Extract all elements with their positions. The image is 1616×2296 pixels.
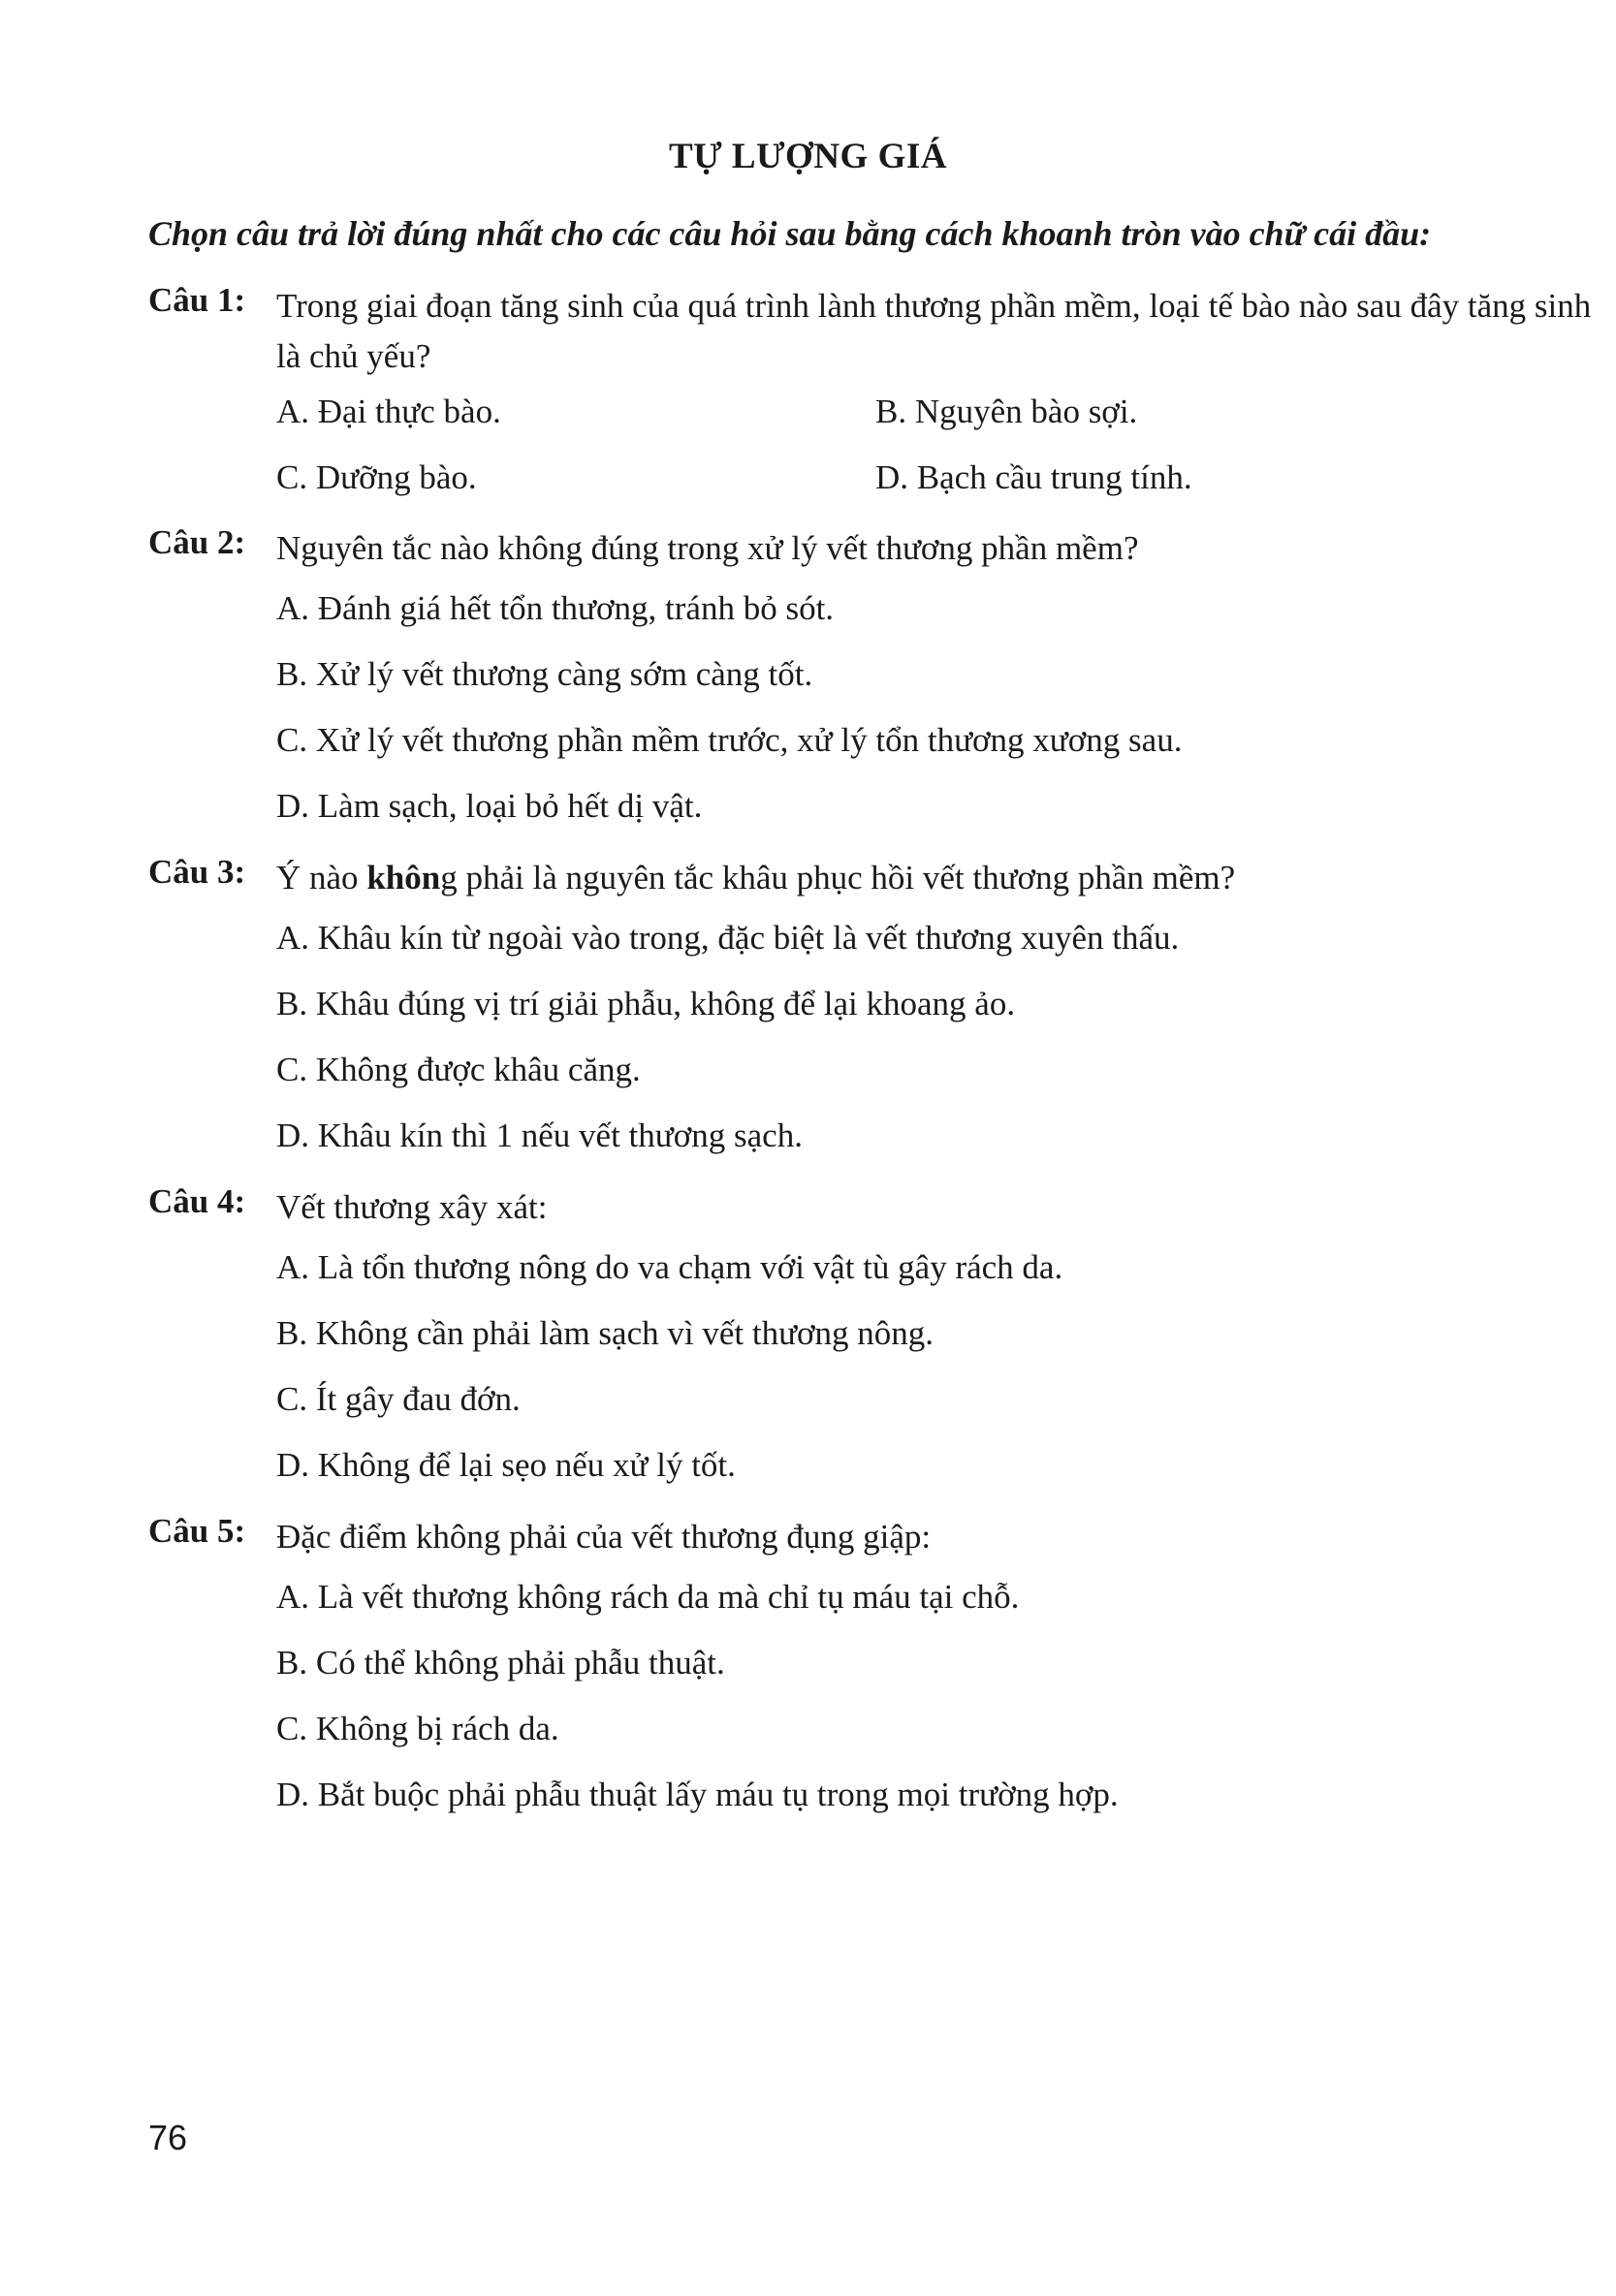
page-number: 76: [148, 2118, 188, 2157]
question-label: Câu 1:: [148, 281, 246, 319]
option-c: C. Dưỡng bào.: [276, 458, 477, 496]
question-text-end: g phải là nguyên tắc khâu phục hồi vết thương phần mềm?: [440, 859, 1236, 896]
option-b: B. Khâu đúng vị trí giải phẫu, không để lại khoang ảo.: [276, 985, 1016, 1022]
question-label: Câu 5:: [148, 1512, 246, 1550]
option-c: C. Ít gây đau đớn.: [276, 1380, 521, 1418]
question-label: Câu 2:: [148, 523, 246, 561]
question-label: Câu 4:: [148, 1182, 246, 1220]
question-text: Vết thương xây xát:: [276, 1188, 548, 1226]
question-text: Nguyên tắc nào không đúng trong xử lý vết thương phần mềm?: [276, 529, 1139, 567]
option-b: B. Xử lý vết thương càng sớm càng tốt.: [276, 655, 813, 693]
question-text: Đặc điểm không phải của vết thương đụng giập:: [276, 1518, 932, 1556]
option-b: B. Có thể không phải phẫu thuật.: [276, 1644, 725, 1682]
option-a: A. Là tổn thương nông do va chạm với vật tù gây rách da.: [276, 1248, 1063, 1286]
instruction-text: Chọn câu trả lời đúng nhất cho các câu hỏi sau bằng cách khoanh tròn vào chữ cái đầu:: [148, 214, 1432, 253]
option-d: D. Khâu kín thì 1 nếu vết thương sạch.: [276, 1117, 803, 1154]
option-b: B. Nguyên bào sợi.: [875, 393, 1138, 430]
option-d: D. Bắt buộc phải phẫu thuật lấy máu tụ trong mọi trường hợp.: [276, 1776, 1119, 1813]
option-a: A. Là vết thương không rách da mà chỉ tụ máu tại chỗ.: [276, 1578, 1020, 1616]
page-title: TỰ LƯỢNG GIÁ: [669, 137, 947, 176]
question-text: [276, 853, 1616, 903]
question-label: Câu 3:: [148, 853, 246, 891]
option-d: D. Bạch cầu trung tính.: [875, 458, 1192, 496]
option-a: A. Đánh giá hết tổn thương, tránh bỏ sót.: [276, 589, 835, 627]
option-b: B. Không cần phải làm sạch vì vết thương nông.: [276, 1314, 935, 1352]
question-text: Trong giai đoạn tăng sinh của quá trình lành thương phần mềm, loại tế bào nào sau đây tăng sinh là chủ yếu?: [276, 287, 1592, 375]
question-text-start: Ý nào: [276, 859, 367, 896]
option-d: D. Không để lại sẹo nếu xử lý tốt.: [276, 1446, 736, 1484]
option-a: A. Khâu kín từ ngoài vào trong, đặc biệt là vết thương xuyên thấu.: [276, 919, 1180, 957]
option-a: A. Đại thực bào.: [276, 393, 501, 430]
option-c: C. Xử lý vết thương phần mềm trước, xử lý tổn thương xương sau.: [276, 721, 1183, 759]
option-c: C. Không bị rách da.: [276, 1710, 559, 1747]
option-d: D. Làm sạch, loại bỏ hết dị vật.: [276, 787, 703, 825]
question-text-emphasis: khôn: [366, 859, 441, 896]
option-c: C. Không được khâu căng.: [276, 1051, 641, 1088]
